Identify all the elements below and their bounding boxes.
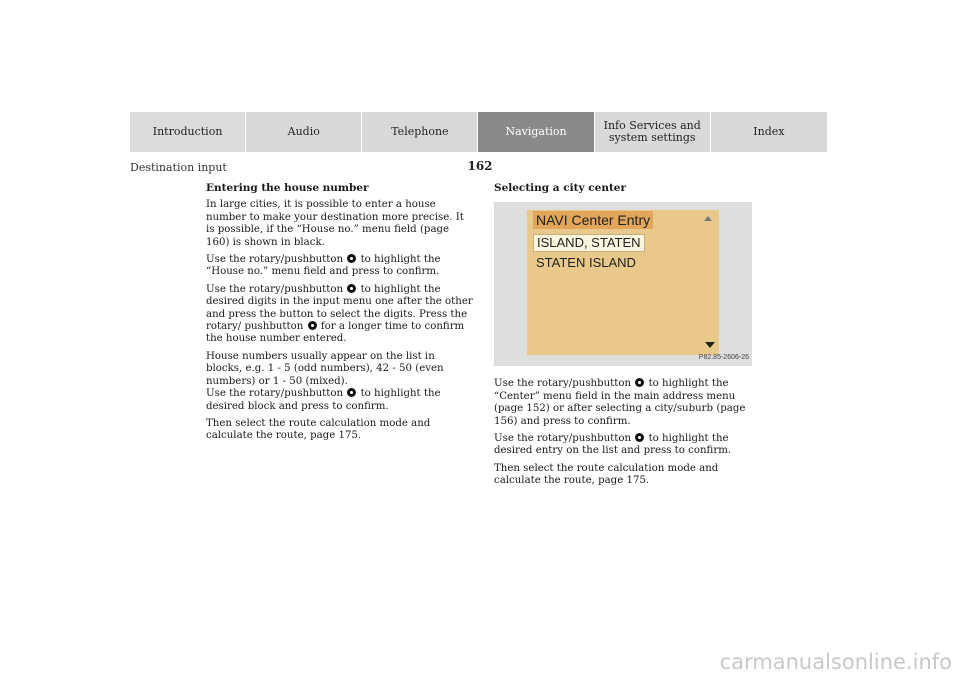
rotary-pushbutton-icon	[635, 378, 644, 387]
text: to highlight the desired block and press to confirm.	[206, 388, 441, 412]
text: to highlight the desired digits in the input menu one after the other and press the button to select the digits. Press the rotary/ pushbutton	[206, 283, 473, 333]
paragraph: Then select the route calculation mode and calculate the route, page 175.	[494, 462, 719, 487]
tab-info-services[interactable]: Info Services and system settings	[595, 112, 711, 152]
section-title: Destination input	[130, 161, 227, 174]
text: House numbers usually appear on the list in blocks, e.g. 1 - 5 (odd numbers), 42 - 50 (even numbers) or 1 - 50 (mixed).	[206, 350, 444, 387]
text: Use the rotary/pushbutton	[494, 378, 632, 390]
tab-index[interactable]: Index	[711, 112, 827, 152]
navi-screen-title: NAVI Center Entry	[533, 211, 653, 229]
text: to highlight the “House no.” menu field and press to confirm.	[206, 254, 441, 278]
rotary-pushbutton-icon	[308, 321, 317, 330]
rotary-pushbutton-icon	[635, 433, 644, 442]
paragraph	[494, 433, 756, 458]
text: Use the rotary/pushbutton	[206, 388, 344, 400]
paragraph	[206, 351, 474, 413]
navi-screen-figure	[494, 202, 752, 366]
scroll-down-icon	[705, 342, 715, 348]
text: Use the rotary/pushbutton	[206, 254, 344, 266]
page-number: 162	[467, 159, 493, 173]
paragraph	[206, 284, 474, 346]
text: to highlight the desired entry on the list and press to confirm.	[494, 433, 732, 457]
text: Use the rotary/pushbutton	[206, 283, 344, 295]
paragraph: In large cities, it is possible to enter a house number to make your destination more precise. It is possible, if the “House no.” menu field (page 160) is shown in black.	[206, 199, 464, 248]
text: to highlight the “Center” menu field in the main address menu (page 152) or after selecting a city/suburb (page 156) and press to confirm.	[494, 378, 746, 427]
paragraph	[494, 378, 756, 428]
list-item[interactable]: STATEN ISLAND	[536, 255, 636, 271]
paragraph: Then select the route calculation mode and calculate the route, page 175.	[206, 417, 431, 442]
tab-telephone[interactable]: Telephone	[362, 112, 478, 152]
right-column	[494, 182, 756, 493]
rotary-pushbutton-icon	[347, 254, 356, 263]
text: Use the rotary/pushbutton	[494, 433, 632, 445]
text: for a longer time to confirm the house number entered.	[206, 321, 465, 345]
tab-introduction[interactable]: Introduction	[130, 112, 246, 152]
rotary-pushbutton-icon	[347, 388, 356, 397]
navi-display	[527, 210, 719, 355]
watermark: carmanualsonline.info	[719, 650, 952, 674]
city-center-heading: Selecting a city center	[494, 182, 627, 194]
tab-audio[interactable]: Audio	[246, 112, 362, 152]
paragraph	[206, 254, 474, 279]
figure-code: P82.85-2606-26	[698, 354, 749, 361]
house-number-heading: Entering the house number	[206, 182, 369, 194]
chapter-tabs	[130, 112, 827, 152]
left-column	[206, 182, 474, 448]
tab-navigation[interactable]: Navigation	[478, 112, 594, 152]
list-item-selected[interactable]: ISLAND, STATEN	[533, 234, 645, 252]
rotary-pushbutton-icon	[347, 284, 356, 293]
scroll-up-icon	[704, 216, 712, 221]
